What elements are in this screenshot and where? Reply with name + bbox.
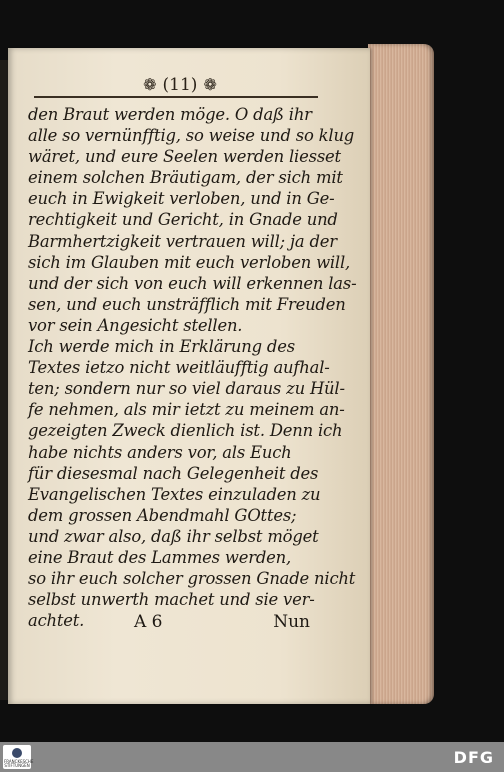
text-line: habe nichts anders vor, als Euch [28, 442, 292, 462]
header-rule [34, 96, 318, 98]
text-line: sen, und euch unsträfflich mit Freuden [28, 294, 346, 314]
text-line: alle so vernünfftig, so weise und so klug [28, 126, 355, 146]
text-line: dem grossen Abendmahl GOttes; [28, 505, 297, 525]
logo-mark-icon [12, 748, 22, 758]
ornament-left-icon: ❁ [143, 75, 157, 94]
text-line: fe nehmen, als mir ietzt zu meinem an- [28, 400, 345, 420]
page-header [130, 72, 230, 98]
catchword: Nun [273, 612, 310, 632]
text-line: euch in Ewigkeit verloben, und in Ge- [28, 189, 335, 209]
text-line: den Braut werden möge. O daß ihr [28, 105, 312, 124]
text-line: Evangelischen Textes einzuladen zu [28, 484, 321, 504]
text-line: gezeigten Zweck dienlich ist. Denn ich [28, 421, 343, 441]
text-line: und zwar also, daß ihr selbst möget [28, 526, 319, 546]
text-line: selbst unwerth machet und sie ver- [28, 590, 315, 610]
text-line: und der sich von euch will erkennen las- [28, 273, 357, 293]
ornament-right-icon: ❁ [203, 75, 217, 94]
text-line: ten; sondern nur so viel daraus zu Hül- [28, 379, 345, 399]
text-line: einem solchen Bräutigam, der sich mit [28, 168, 343, 188]
text-line: sich im Glauben mit euch verloben will, [28, 252, 351, 272]
text-line: Ich werde mich in Erklärung des [28, 337, 295, 357]
logo-label: FRANCKESCHE STIFTUNGEN [4, 759, 34, 768]
text-line: für diesesmal nach Gelegenheit des [28, 463, 319, 483]
page-footer [28, 612, 310, 636]
text-line: achtet. [28, 611, 85, 631]
body-text [28, 104, 357, 631]
text-line: rechtigkeit und Gericht, in Gnade und [28, 210, 338, 230]
text-line: Textes ietzo nicht weitläufftig aufhal- [28, 358, 330, 378]
text-line: Barmhertzigkeit vertrauen will; ja der [28, 231, 337, 251]
page-number: (11) [162, 75, 198, 95]
viewer-footer-bar [0, 742, 504, 772]
dfg-logo[interactable]: DFG [453, 748, 494, 767]
text-line: wäret, und eure Seelen werden liesset [28, 147, 341, 167]
text-line: eine Braut des Lammes werden, [28, 547, 292, 567]
text-line: vor sein Angesicht stellen. [28, 315, 243, 335]
institution-logo[interactable] [3, 745, 34, 769]
book-page-edges [368, 44, 434, 704]
text-line: so ihr euch solcher grossen Gnade nicht [28, 569, 356, 589]
signature-mark: A 6 [134, 612, 163, 632]
